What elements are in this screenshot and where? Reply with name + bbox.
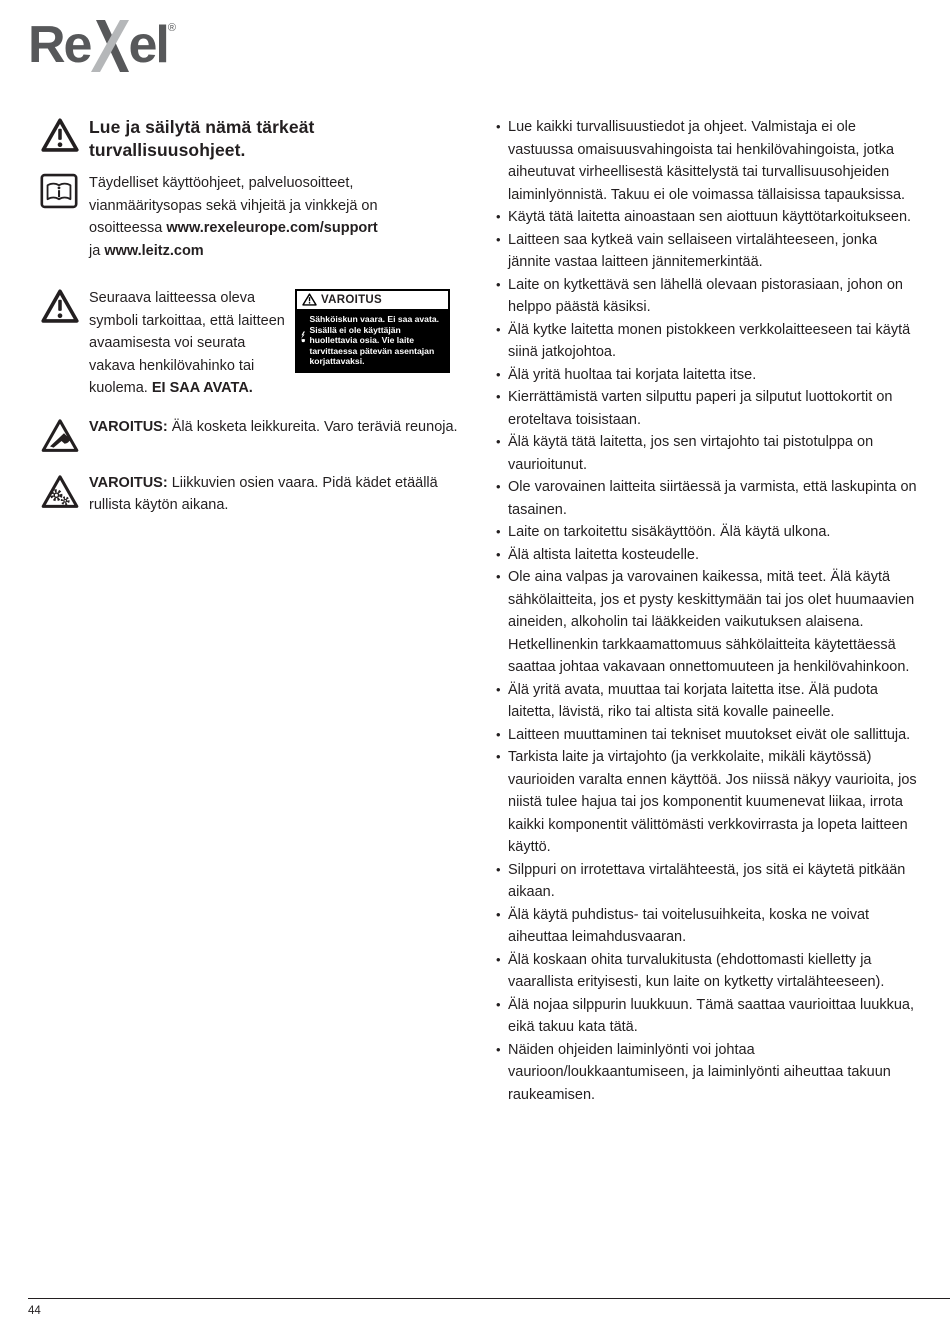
safety-instructions-list xyxy=(496,116,918,1106)
safety-bullet: • Näiden ohjeiden laiminlyönti voi johtaa vaurioon/loukkaantumiseen, ja laiminlyönti aiheuttaa takuun raukeamisen. xyxy=(496,1039,918,1107)
warning-label-body xyxy=(297,311,448,371)
intro-conjunction: ja xyxy=(89,242,105,259)
safety-bullet: • Älä koskaan ohita turvalukitusta (ehdottomasti kielletty ja vaarallista erityisesti, kun laite on kytketty virtalähteeseen). xyxy=(496,949,918,994)
support-url-link[interactable]: www.rexeleurope.com/support xyxy=(166,220,378,236)
safety-bullet: • Ole varovainen laitteita siirtäessä ja varmista, että laskupinta on tasainen. xyxy=(496,476,918,521)
manual-book-icon xyxy=(40,172,89,262)
page-content xyxy=(40,116,918,1106)
cut-warning-block xyxy=(40,416,464,455)
symbol-paragraph xyxy=(89,287,295,400)
moving-parts-warning-block xyxy=(40,472,464,517)
safety-bullet: • Älä yritä huoltaa tai korjata laitetta itse. xyxy=(496,364,918,387)
registered-mark: ® xyxy=(167,22,176,34)
safety-bullet: • Laitteen saa kytkeä vain sellaiseen virtalähteeseen, jonka jännite vastaa laitteen jännitemerkintää. xyxy=(496,229,918,274)
safety-bullet: • Älä altista laitetta kosteudelle. xyxy=(496,544,918,567)
safety-bullet: • Älä yritä avata, muuttaa tai korjata laitetta itse. Älä pudota laitetta, lävistä, riko tai altista sitä kovalle paineelle. xyxy=(496,679,918,724)
safety-bullet: • Silppuri on irrotettava virtalähteestä, jos sitä ei käytetä pitkään aikaan. xyxy=(496,859,918,904)
warning-word: VAROITUS: xyxy=(89,474,168,491)
cut-warning-paragraph xyxy=(89,416,458,455)
symbol-text: Seuraava laitteessa oleva symboli tarkoittaa, että laitteen avaamisesta voi seurata vakava henkilövahinko tai kuolema. xyxy=(89,290,285,396)
electric-shock-hand-icon xyxy=(300,314,307,360)
electric-shock-warning-label xyxy=(295,289,450,373)
intro-block xyxy=(40,172,464,262)
symbol-block xyxy=(40,287,464,400)
safety-bullet: • Käytä tätä laitetta ainoastaan sen aiottuun käyttötarkoitukseen. xyxy=(496,206,918,229)
intro-text: Täydelliset käyttöohjeet, palveluosoitteet, vianmääritysopas sekä vihjeitä ja vinkkejä on osoitteessa xyxy=(89,175,378,236)
sharp-blade-hazard-icon xyxy=(40,416,89,455)
safety-bullet: • Laitteen muuttaminen tai tekniset muutokset eivät ole sallittuja. xyxy=(496,724,918,747)
warning-label-text: Sähköiskun vaara. Ei saa avata. Sisällä ei ole käyttäjän huollettavia osia. Vie laite tarvittaessa pätevän asentajan korjattavaksi. xyxy=(309,314,439,367)
right-column xyxy=(464,116,918,1106)
warning-triangle-icon xyxy=(40,116,89,162)
logo-text-re: Re xyxy=(28,16,91,74)
safety-bullet: • Älä kytke laitetta monen pistokkeen verkkolaitteeseen tai käytä siinä jatkojohtoa. xyxy=(496,319,918,364)
page-title: Lue ja säilytä nämä tärkeät turvallisuusohjeet. xyxy=(89,117,315,160)
moving-parts-warning-paragraph xyxy=(89,472,464,517)
cut-warning-text: Älä kosketa leikkureita. Varo teräviä reunoja. xyxy=(167,418,458,435)
heading-block xyxy=(40,116,464,162)
rexel-x-mark xyxy=(91,20,129,72)
rexel-logo xyxy=(28,14,950,80)
footer-rule xyxy=(28,1298,950,1299)
safety-bullet: • Laite on tarkoitettu sisäkäyttöön. Älä käytä ulkona. xyxy=(496,521,918,544)
intro-paragraph xyxy=(89,172,443,262)
warning-triangle-icon xyxy=(40,287,89,400)
warning-word: VAROITUS: xyxy=(89,418,168,435)
do-not-open-text: EI SAA AVATA. xyxy=(151,380,253,396)
safety-bullet: • Lue kaikki turvallisuustiedot ja ohjeet. Valmistaja ei ole vastuussa omaisuusvahingoista tai henkilövahingoista, jotka aiheutuvat virheellisestä käsittelystä tai turvallisuusohjeiden laiminlyönnistä. Takuu ei ole voimassa tällaisissa tapauksissa. xyxy=(496,116,918,206)
moving-parts-hazard-icon xyxy=(40,472,89,517)
warning-label-title: VAROITUS xyxy=(321,293,382,306)
safety-bullet: • Älä käytä puhdistus- tai voitelusuihkeita, koska ne voivat aiheuttaa leimahdusvaaran. xyxy=(496,904,918,949)
left-column xyxy=(40,116,464,1106)
warning-label-header xyxy=(297,291,448,311)
moving-parts-warning-text: Liikkuvien osien vaara. Pidä kädet etäällä rullista käytön aikana. xyxy=(89,474,438,513)
safety-bullet: • Kierrättämistä varten silputtu paperi ja silputut luottokortit on eroteltava toisistaan. xyxy=(496,386,918,431)
safety-bullet: • Tarkista laite ja virtajohto (ja verkkolaite, mikäli käytössä) vaurioiden varalta ennen käyttöä. Jos niissä näkyy vaurioita, jos niistä tulee hajua tai jos komponentit kuumenevat liikaa, irrota kaikki komponentit välittömästi verkkovirrasta ja lopeta laitteen käyttö. xyxy=(496,746,918,859)
safety-bullet: • Älä käytä tätä laitetta, jos sen virtajohto tai pistotulppa on vaurioitunut. xyxy=(496,431,918,476)
safety-bullet: • Ole aina valpas ja varovainen kaikessa, mitä teet. Älä käytä sähkölaitteita, jos et pysty keskittymään tai jos olet huumaavien aineiden, alkoholin tai lääkkeiden vaikutuksen alaisena. Hetkellinenkin tarkkaamattomuus sähkölaitteita käytettäessä saattaa johtaa vakavaan onnettomuuteen ja henkilövahinkoon. xyxy=(496,566,918,679)
page-number: 44 xyxy=(28,1305,41,1317)
safety-bullet: • Älä nojaa silppurin luukkuun. Tämä saattaa vaurioittaa luukkua, eikä takuu kata tätä. xyxy=(496,994,918,1039)
logo-text-el: el xyxy=(128,16,168,74)
small-warning-triangle-icon xyxy=(302,293,317,306)
safety-bullet: • Laite on kytkettävä sen lähellä olevaan pistorasiaan, johon on helppo päästä käsiksi. xyxy=(496,274,918,319)
leitz-url-link[interactable]: www.leitz.com xyxy=(104,242,204,259)
